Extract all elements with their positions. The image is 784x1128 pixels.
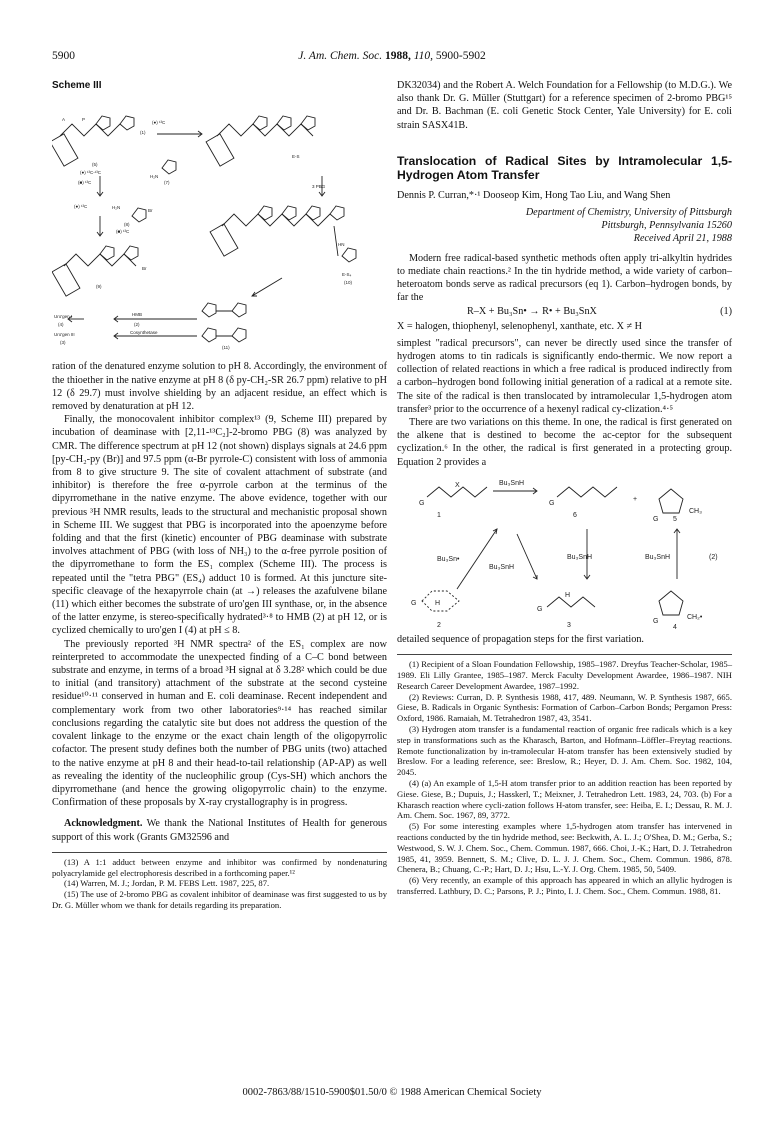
left-paragraph-2: Finally, the monocovalent inhibitor complex¹³ (9, Scheme III) prepared by incubation of deaminase with [2,11-¹³C₂]-2-bromo PBG (8) was analyzed by CMR. The difference spectrum at pH 12 (not shown) displays signals at 24.6 ppm [py-CH₂-py (Br)] and 97.5 ppm (α-Br pyrrole-C) consistent with loss of ammonia from 8 to give structure 9. The site of covalent attachment of substrate (and inhibitor) is therefore the free α-pyrrole carbon at the terminus of the dipyrromethane in the native enzyme. The above evidence, together with our previous ³H NMR results, leads to the structural and mechanistic proposal shown in Scheme III. We suggest that PBG is incorporated into the apoenzyme before folding and that the first (kinetic) encounter of PBG deaminase with substrate involves attachment of PBG (with loss of NH₃) to the α-free pyrrole position of the dipyrromethane to form the ES₁ complex (Scheme III). The process is repeated until the "tetra PBG" (ES₄) adduct 10 is formed. At this juncture site-specific cleavage of the hexapyrrole chain (at →) releases the azafulvene bilane (11) which either becomes the substrate of uro'gen III synthase, or, in the absence of the latter enzyme, is stereo-specifically hydrated³·⁸ to HMB (2) at pH 12, or is cyclized chemically to uro'gen I (4) at pH ≤ 8. <box>52 414 387 637</box>
scheme-label-3: (3) <box>60 340 66 346</box>
footnote-5: (5) For some interesting examples where 1,5-hydrogen atom transfer has intervened in reactions conducted by the tin hydride method, see: Beckwith, A. L. J.; O'Shea, D. M.; Gerba, S.; Westwood, S. W. J. Chem. Soc., Chem. Commun. 1987, 666. Choi, J.-K.; Hart, D. J. Tetrahedron 1985, 41, 3959. Bennett, S. M.; Clive, D. L. J. J. Chem. Soc., Chem. Commun. 1986, 878. Chenera, B.; Chuang, C.-P.; Hart, D. J.; Hsu, L.-Y. J. Org. Chem. 1985, 50, 5409. <box>397 821 732 875</box>
scheme-label-h2n-2: H₂N <box>112 205 121 211</box>
eq2-plus: + <box>633 495 638 503</box>
scheme-label-13c-13c: (●) ¹³C-¹³C <box>80 170 101 176</box>
eq2-ch2: CH₂• <box>687 613 703 621</box>
eq2-label-4: 4 <box>673 623 677 629</box>
footnote-14: (14) Warren, M. J.; Jordan, P. M. FEBS Lett. 1987, 225, 87. <box>64 878 270 889</box>
eq2-g-3: G <box>537 605 543 613</box>
page-number: 5900 <box>52 50 75 62</box>
footnote-15: (15) The use of 2-bromo PBG as covalent inhibitor of deaminase was first suggested to us by Dr. G. Müller whom we thank for details regarding its preparation. <box>52 889 387 910</box>
scheme-label-5: (5) <box>92 162 98 168</box>
scheme-label-hn: HN <box>338 242 345 248</box>
equation-1 <box>397 305 732 318</box>
equation-1-number: (1) <box>720 306 732 318</box>
article-title: Translocation of Radical Sites by Intramolecular 1,5-Hydrogen Atom Transfer <box>397 153 732 183</box>
left-paragraph-1: ration of the denatured enzyme solution to pH 8. Accordingly, the environment of the thioether in the native enzyme at pH 8 (δ py-CH₂-SR 26.7 ppm) relative to pH 12 (δ 29.7) must involve shielding by an adjacent residue, an effect which is removed by denaturation at pH 12. <box>52 361 387 413</box>
eq2-label-1: 1 <box>437 511 441 519</box>
acknowledgment <box>52 817 387 843</box>
scheme-label-10: (10) <box>344 280 353 286</box>
eq2-g-5: G <box>653 515 659 523</box>
scheme-label-9: (9) <box>96 284 102 290</box>
page-header <box>52 50 732 64</box>
eq2-label-2: 2 <box>437 621 441 629</box>
eq2-h-2: H <box>435 599 441 607</box>
page-footer: 0002-7863/88/1510-5900$01.50/0 © 1988 American Chemical Society <box>242 1087 542 1098</box>
scheme-label-br-2: Br <box>142 266 147 272</box>
scheme-label-pbg: 3 PBG <box>312 184 326 190</box>
left-paragraph-3: The previously reported ³H NMR spectra² of the ES₁ complex are now reinterpreted to accommodate the unexpected finding of a C–C bond between substrate and enzyme, in terms of a broad ³H signal at δ 3.28² which could be due to initial (and transitory) attachment of the substrate at the second cysteine residue¹⁰·¹¹ conserved in human and E. coli deaminase. Recent independent and complementary work from two other laboratories⁹·¹⁴ has reached similar conclusions regarding the catalytic site but does not address the question of the covalent linkage to the enzyme or the exact chain length of the oligopyrrolic cofactor. The present study defines both the number of PBG units (two) attached to the native enzyme at pH 8 and their head-to-tail relationship (AP-AP) as well as revealing the identity of the nucleophilic group (Cys-SH) which anchors the dipyrromethane (and hence the growing oligopyrrolic chain) to the enzyme. Confirmation of these proposals by X-ray crystallography is in progress. <box>52 638 387 809</box>
eq2-ch3: CH₃ <box>689 507 702 515</box>
equation-1-note: X = halogen, thiophenyl, selenophenyl, xanthate, etc. X ≠ H <box>397 320 643 332</box>
footnote-6: (6) Very recently, an example of this approach has appeared in which an allylic hydrogen is transferred. Lathbury, D. C.; Parsons, P. J.; Pinto, I. J. Chem. Soc., Chem. Commun. 1988, 81. <box>397 875 732 897</box>
footnote-13: (13) A 1:1 adduct between enzyme and inhibitor was confirmed by nondenaturing polyacrylamide gel electrophoresis described in a forthcoming paper.¹² <box>52 856 387 878</box>
right-paragraph-2: simplest "radical precursors", can never be directly used since the transfer of hydrogen atoms to tin radicals is significantly endo-thermic. We now report a collection of related reactions in which a free radical is produced indirectly from a carbon–hydrogen bond following initial generation of a radical at a remote site. The site of the radical is then translocated by intramolecular 1,5-hydrogen atom transfer³ prior to the occurrence of a hexenyl radical cy-clization.⁴·⁵ <box>397 337 732 415</box>
right-paragraph-3: There are two variations on this theme. In one, the radical is first generated on the alkene that is destined to become the ac-ceptor for the subsequent cyclization.⁶ In the other, the radical is first generated in a protecting group. Equation 2 provides a <box>397 417 732 468</box>
eq2-label-3: 3 <box>567 621 571 629</box>
journal-name: J. Am. Chem. Soc. <box>298 50 383 62</box>
ack-label: Acknowledgment. <box>64 818 143 830</box>
eq2-bu3snh-mid: Bu₃SnH <box>489 563 515 571</box>
scheme-title: Scheme III <box>52 80 102 91</box>
scheme-label-hmb: HMB <box>132 312 142 318</box>
ack-text: We thank the National Institutes of Health for generous support of this work (Grants GM32596 and <box>52 818 387 843</box>
affiliation <box>397 206 732 246</box>
footnote-4: (4) (a) An example of 1,5-H atom transfer prior to an addition reaction has been reported by Giese. Giese, B.; Dupuis, J.; Hasskerl, T.; Meixner, J. Tetrahedron Lett. 1983, 24, 703. (b) For a Kharasch reaction where cycli-zation follows H-atom transfer, see: Heiba, E. I.; Dessau, R. M. J. Am. Chem. Soc. 1967, 89, 3772. <box>397 778 732 821</box>
scheme-label-13c-c: (■) ¹³C <box>116 229 130 235</box>
eq2-h-3: H <box>565 591 571 599</box>
right-column <box>397 79 732 897</box>
footnote-rule <box>52 852 387 853</box>
eq2-x: X <box>455 481 460 489</box>
scheme-label-13c-b: (●) ¹³C <box>74 204 88 210</box>
equation-2-diagram <box>397 469 732 629</box>
equation-1-text: R–X + Bu₃Sn• → R• + Bu₃SnX <box>467 306 597 318</box>
right-intro: DK32034) and the Robert A. Welch Foundation for a Fellowship (to M.D.G.). We also thank Dr. G. Müller (Stuttgart) for a reference specimen of 2-bromo PBG¹⁵ and Dr. B. Bachman (E. coli Genetic Stock Center, Yale University) for E. coli strain SASX41B. <box>397 80 732 131</box>
scheme-label-es4: E-S₄ <box>342 272 352 278</box>
eq2-g-2: G <box>411 599 417 607</box>
eq2-g-4: G <box>653 617 659 625</box>
eq2-number: (2) <box>709 553 718 561</box>
eq2-bu3snh-top: Bu₃SnH <box>499 479 525 487</box>
scheme-label-urogen3: Uro'gen III <box>54 332 75 338</box>
scheme-iii-diagram <box>52 96 387 356</box>
scheme-label-es: E-S <box>292 154 300 160</box>
scheme-label-a: A <box>62 117 66 123</box>
affiliation-city: Pittsburgh, Pennsylvania 15260 <box>601 220 732 232</box>
eq2-bu3snh-right: Bu₃SnH <box>567 553 593 561</box>
journal-volume: 110, <box>413 50 433 62</box>
footnote-1: (1) Recipient of a Sloan Foundation Fellowship, 1985–1987. Dreyfus Teacher-Scholar, 1985–1989. Eli Lilly Grantee, 1985–1987. Merck Faculty Development Awardee, 1986–1987. NIH Research Career Development Awardee, 1987–1992. <box>397 659 732 691</box>
eq2-g-6: G <box>549 499 555 507</box>
scheme-label-13c-a: (●) ¹³C <box>152 120 166 126</box>
scheme-label-11: (11) <box>222 345 230 351</box>
scheme-chain-5 <box>60 124 120 136</box>
footnote-2: (2) Reviews: Curran, D. P. Synthesis 1988, 417, 489. Neumann, W. P. Synthesis 1987, 665. Giese, B. Radicals in Organic Synthesis: Formation of Carbon–Carbon Bonds; Pergamon Press: Oxford, 1986. Ramaiah, M. Tetrahedron 1987, 43, 3541. <box>397 691 732 724</box>
received-date: Received April 21, 1988 <box>633 233 732 245</box>
scheme-label-8: (8) <box>124 222 130 228</box>
scheme-label-4: (4) <box>58 322 64 328</box>
scheme-label-urogen1: Uro'gen I <box>54 314 73 320</box>
footnote-rule-right <box>397 654 732 655</box>
eq2-bu3snh-far: Bu₃SnH <box>645 553 671 561</box>
footnote-3: (3) Hydrogen atom transfer is a fundamental reaction of organic free radicals which is a key step in transformations such as the Kharasch, Barton, and Hofmann–Löffler–Freytag reactions. Remote functionalization by in-tramolecular H-atom transfer has been extensively studied by Breslow. For a leading reference, see: Breslow, R.; Heyer, D. J. Am. Chem. Soc. 1982, 104, 2045. <box>397 724 732 778</box>
eq2-label-6: 6 <box>573 511 577 519</box>
scheme-label-13c-e: (■) ¹³C <box>78 180 92 186</box>
eq2-label-5: 5 <box>673 515 677 523</box>
scheme-label-br: Br <box>148 208 153 214</box>
scheme-label-cosynthetase: Cosynthetase <box>130 330 158 336</box>
right-paragraph-1: Modern free radical-based synthetic methods often apply tri-alkyltin hydrides to mediate chain reactions.² In the tin hydride method, a wide variety of carbon–heteroatom bonds serve as radical precursors (eq 1). Carbon–hydrogen bonds, by far the <box>397 252 732 304</box>
article-authors: Dennis P. Curran,*·¹ Dooseop Kim, Hong Tao Liu, and Wang Shen <box>397 189 671 201</box>
journal-pages: 5900-5902 <box>435 50 486 62</box>
scheme-label-1: (1) <box>140 130 146 136</box>
scheme-label-p: P <box>82 117 86 123</box>
scheme-label-h2n: H₂N <box>150 174 159 180</box>
affiliation-dept: Department of Chemistry, University of Pittsburgh <box>525 207 732 219</box>
running-head <box>52 50 732 62</box>
eq2-bu3sn: Bu₃Sn• <box>437 555 460 563</box>
eq2-g-1: G <box>419 499 425 507</box>
scheme-label-2: (2) <box>134 322 140 328</box>
right-paragraph-4: detailed sequence of propagation steps for the first variation. <box>397 634 644 646</box>
journal-year: 1988, <box>384 50 411 62</box>
left-column <box>52 79 387 911</box>
scheme-label-7: (7) <box>164 180 170 186</box>
